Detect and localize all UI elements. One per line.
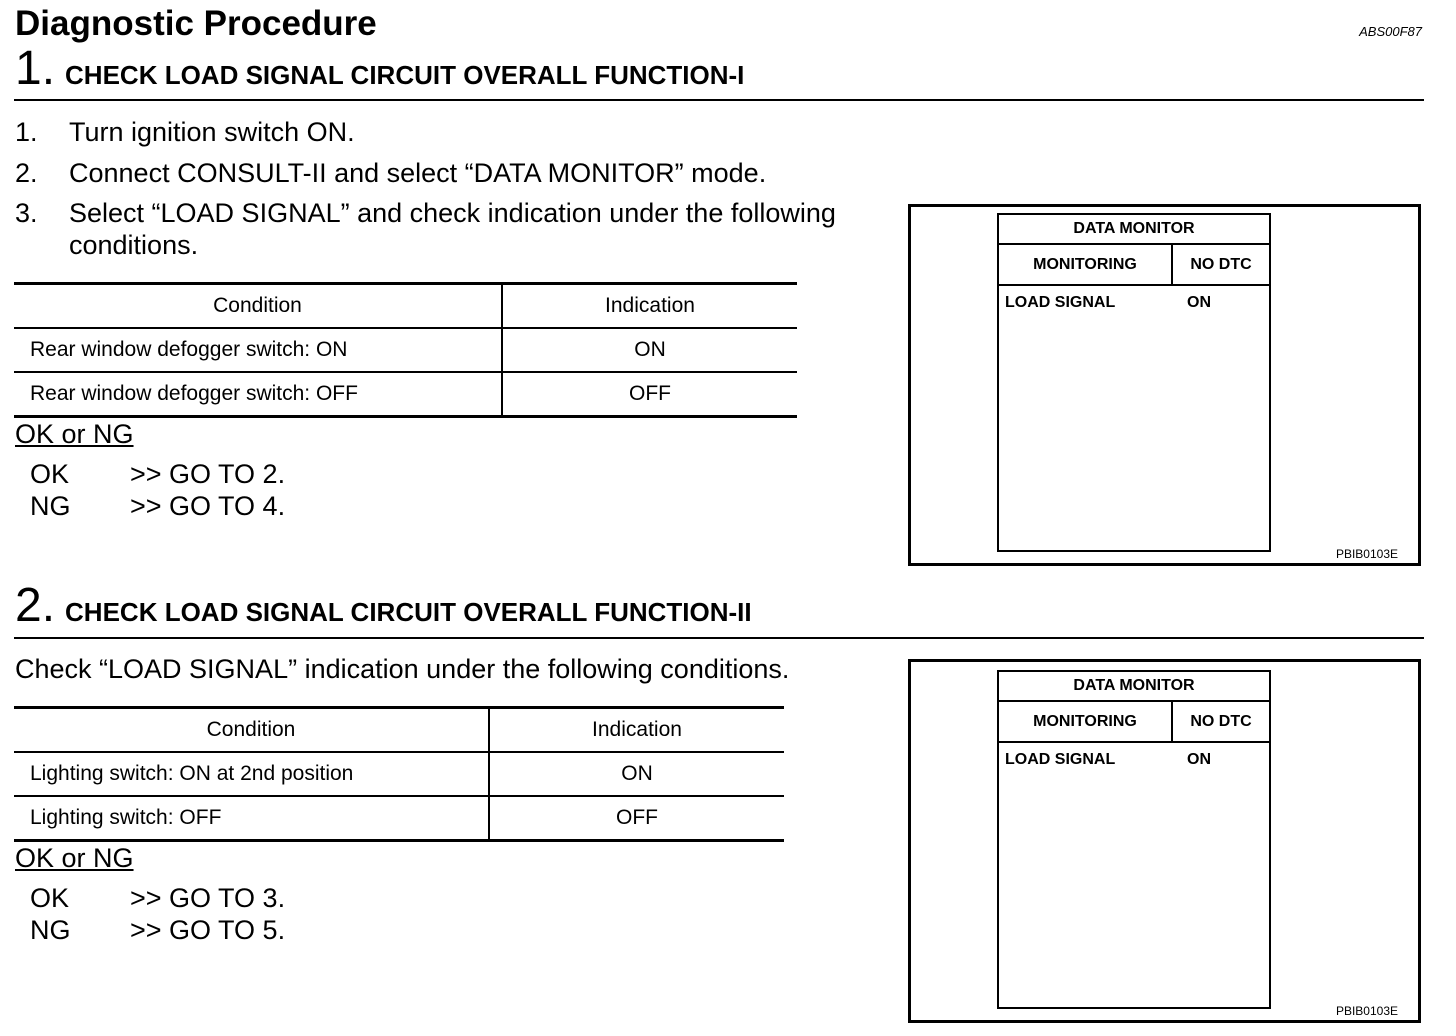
screen-item-load-signal: LOAD SIGNAL ON — [1005, 294, 1211, 311]
table-row: Lighting switch: OFF OFF — [14, 796, 784, 841]
step-1-number: 1. — [15, 42, 56, 95]
consult-screen — [997, 213, 1271, 552]
step-1-divider — [14, 99, 1424, 101]
column-header-condition: Condition — [14, 284, 502, 329]
table-header-row — [14, 708, 784, 753]
result-ng: NG >> GO TO 4. — [30, 491, 286, 521]
instruction-2: 2. Connect CONSULT-II and select “DATA MONITOR” mode. — [15, 158, 767, 188]
column-header-condition: Condition — [14, 708, 489, 753]
screen-header-row: MONITORING NO DTC — [999, 245, 1269, 286]
page-title: Diagnostic Procedure — [15, 4, 377, 43]
result-ok: OK >> GO TO 2. — [30, 459, 286, 489]
screen-title: DATA MONITOR — [999, 215, 1269, 245]
column-header-indication: Indication — [502, 284, 797, 329]
step-1-ok-ng-label: OK or NG — [15, 419, 134, 449]
table-row: Rear window defogger switch: OFF OFF — [14, 372, 797, 417]
step-2-number: 2. — [15, 579, 56, 632]
step-2-intro: Check “LOAD SIGNAL” indication under the following conditions. — [15, 654, 790, 684]
step-2-ok-ng-label: OK or NG — [15, 843, 134, 873]
step-2-heading — [15, 579, 752, 632]
step-2-condition-table — [14, 706, 784, 842]
step-2-figure — [908, 659, 1421, 1023]
screen-item-load-signal: LOAD SIGNAL ON — [1005, 751, 1211, 768]
step-1-title: CHECK LOAD SIGNAL CIRCUIT OVERALL FUNCTION-I — [65, 60, 745, 90]
instruction-3: 3. Select “LOAD SIGNAL” and check indication under the following conditions. — [15, 198, 836, 260]
figure-code: PBIB0103E — [1335, 547, 1398, 561]
screen-header-row: MONITORING NO DTC — [999, 702, 1269, 743]
figure-code: PBIB0103E — [1335, 1004, 1398, 1018]
step-1-results — [30, 458, 285, 522]
step-1-heading — [15, 42, 745, 95]
step-2-title: CHECK LOAD SIGNAL CIRCUIT OVERALL FUNCTION-II — [65, 597, 752, 627]
step-2-divider — [14, 637, 1424, 639]
column-header-indication: Indication — [489, 708, 784, 753]
table-header-row — [14, 284, 797, 329]
consult-screen — [997, 670, 1271, 1009]
step-1-figure — [908, 204, 1421, 566]
document-code: ABS00F87 — [1359, 24, 1422, 39]
table-row: Rear window defogger switch: ON ON — [14, 328, 797, 372]
step-2-results — [30, 882, 285, 946]
table-row: Lighting switch: ON at 2nd position ON — [14, 752, 784, 796]
step-1-condition-table — [14, 282, 797, 418]
instruction-1: 1. Turn ignition switch ON. — [15, 117, 355, 147]
screen-title: DATA MONITOR — [999, 672, 1269, 702]
result-ok: OK >> GO TO 3. — [30, 883, 286, 913]
result-ng: NG >> GO TO 5. — [30, 915, 286, 945]
